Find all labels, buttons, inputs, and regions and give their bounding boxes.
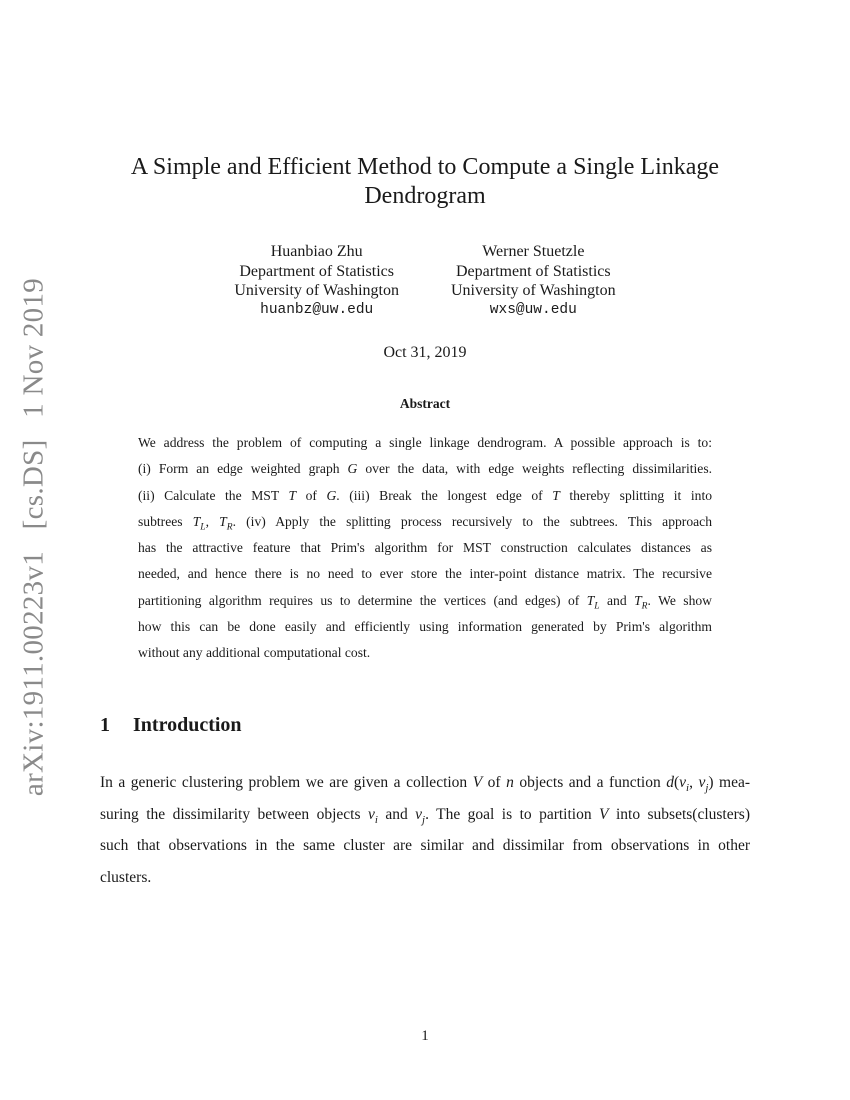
author-1 xyxy=(234,242,399,320)
author-name: Werner Stuetzle xyxy=(482,243,585,260)
abstract-line: has the attractive feature that Prim's algorithm for MST construction calculates distances as xyxy=(138,540,712,556)
abstract-line: needed, and hence there is no need to ever store the inter-point distance matrix. The recursive xyxy=(138,566,712,582)
section-title: Introduction xyxy=(133,714,242,736)
author-name: Huanbiao Zhu xyxy=(270,243,363,260)
paper-title: A Simple and Efficient Method to Compute a Single Linkage Dendrogram xyxy=(130,154,720,209)
author-2 xyxy=(451,242,616,320)
arxiv-id: arXiv:1911.00223v1 xyxy=(17,550,50,797)
author-email: huanbz@uw.edu xyxy=(260,301,374,318)
body-line: clusters. xyxy=(100,868,152,886)
author-department: Department of Statistics xyxy=(455,262,611,280)
body-line: In a generic clustering problem we are given a collection V of n objects and a function $d(v_i$, $v_j$) mea- xyxy=(100,774,751,795)
arxiv-date: 1 Nov 2019 xyxy=(17,277,50,418)
abstract-body xyxy=(138,430,712,667)
section-heading-introduction xyxy=(100,714,242,737)
introduction-body xyxy=(100,767,750,893)
paper-date: Oct 31, 2019 xyxy=(383,344,467,361)
abstract-line: without any additional computational cost. xyxy=(138,645,371,661)
author-department: Department of Statistics xyxy=(239,262,394,280)
abstract-line: subtrees $T_L$, $T_R$. (iv) Apply the splitting process recursively to the subtrees. This approach xyxy=(138,513,712,533)
author-block xyxy=(0,242,850,320)
body-line: suring the dissimilarity between objects $v_i$ and $v_j$. The goal is to partition V into subsets(clusters) xyxy=(100,805,750,826)
abstract-line: partitioning algorithm requires us to determine the vertices (and edges) of $T_L$ and $T_R$. We show xyxy=(138,592,712,612)
abstract-line: We address the problem of computing a single linkage dendrogram. A possible approach is to: xyxy=(138,435,712,450)
abstract-line: (i) Form an edge weighted graph G over the data, with edge weights reflecting dissimilarities. xyxy=(138,461,713,477)
author-institution: University of Washington xyxy=(451,282,616,299)
arxiv-category: [cs.DS] xyxy=(17,439,50,530)
abstract-line: (ii) Calculate the MST T of G. (iii) Break the longest edge of T thereby splitting it into xyxy=(138,487,713,503)
author-email: wxs@uw.edu xyxy=(489,301,577,318)
author-institution: University of Washington xyxy=(234,282,399,299)
section-number: 1 xyxy=(100,714,110,736)
body-line: such that observations in the same cluster are similar and dissimilar from observations in other xyxy=(100,837,750,854)
page-number: 1 xyxy=(421,1028,429,1044)
abstract-line: how this can be done easily and efficiently using information generated by Prim's algorithm xyxy=(138,619,712,635)
abstract-heading: Abstract xyxy=(399,396,451,411)
